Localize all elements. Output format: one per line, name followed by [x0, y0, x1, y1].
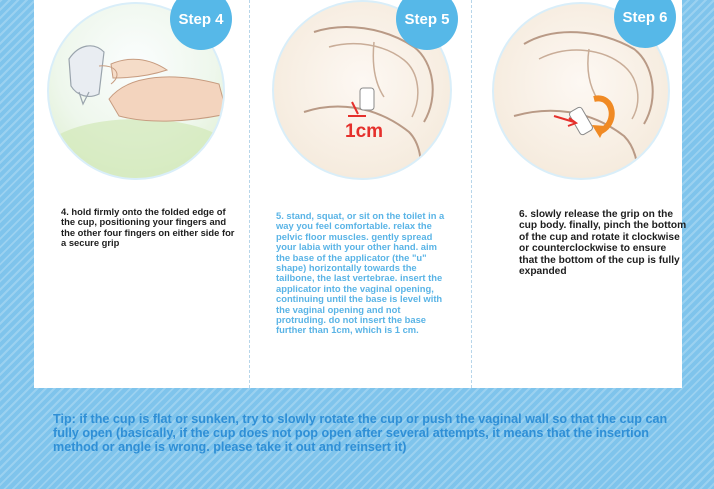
column-divider-2	[471, 0, 472, 388]
measure-label: 1cm	[345, 121, 384, 142]
column-divider-1	[249, 0, 250, 388]
tip-text: Tip: if the cup is flat or sunken, try to slowly rotate the cup or push the vaginal wall so that the cup can fully open (basically, if the cup does not pop open after several attempts, it means that the insertion method or angle is wrong. please take it out and reinsert it)	[53, 412, 668, 454]
step-6-instructions: 6. slowly release the grip on the cup body. finally, pinch the bottom of the cup and rotate it clockwise or counterclockwise to ensure that the bottom of the cup is fully expanded	[519, 209, 687, 278]
step-5-badge: Step 5	[396, 0, 458, 50]
step-6-badge: Step 6	[614, 0, 676, 48]
step-5-instructions: 5. stand, squat, or sit on the toilet in a way you feel comfortable. relax the pelvic floor muscles. gently spread your labia with your other hand. aim the base of the applicator (the "u" shape) horizontally towards the tailbone, the last vertebrae. insert the applicator into the vaginal opening, continuing until the base is level with the vaginal opening and not protruding. do not insert the base further than 1cm, which is 1 cm.	[276, 210, 445, 336]
step-4-badge: Step 4	[170, 0, 232, 50]
step-4-instructions: 4. hold firmly onto the folded edge of the cup, positioning your fingers and the other four fingers on either side for a secure grip	[61, 206, 235, 249]
